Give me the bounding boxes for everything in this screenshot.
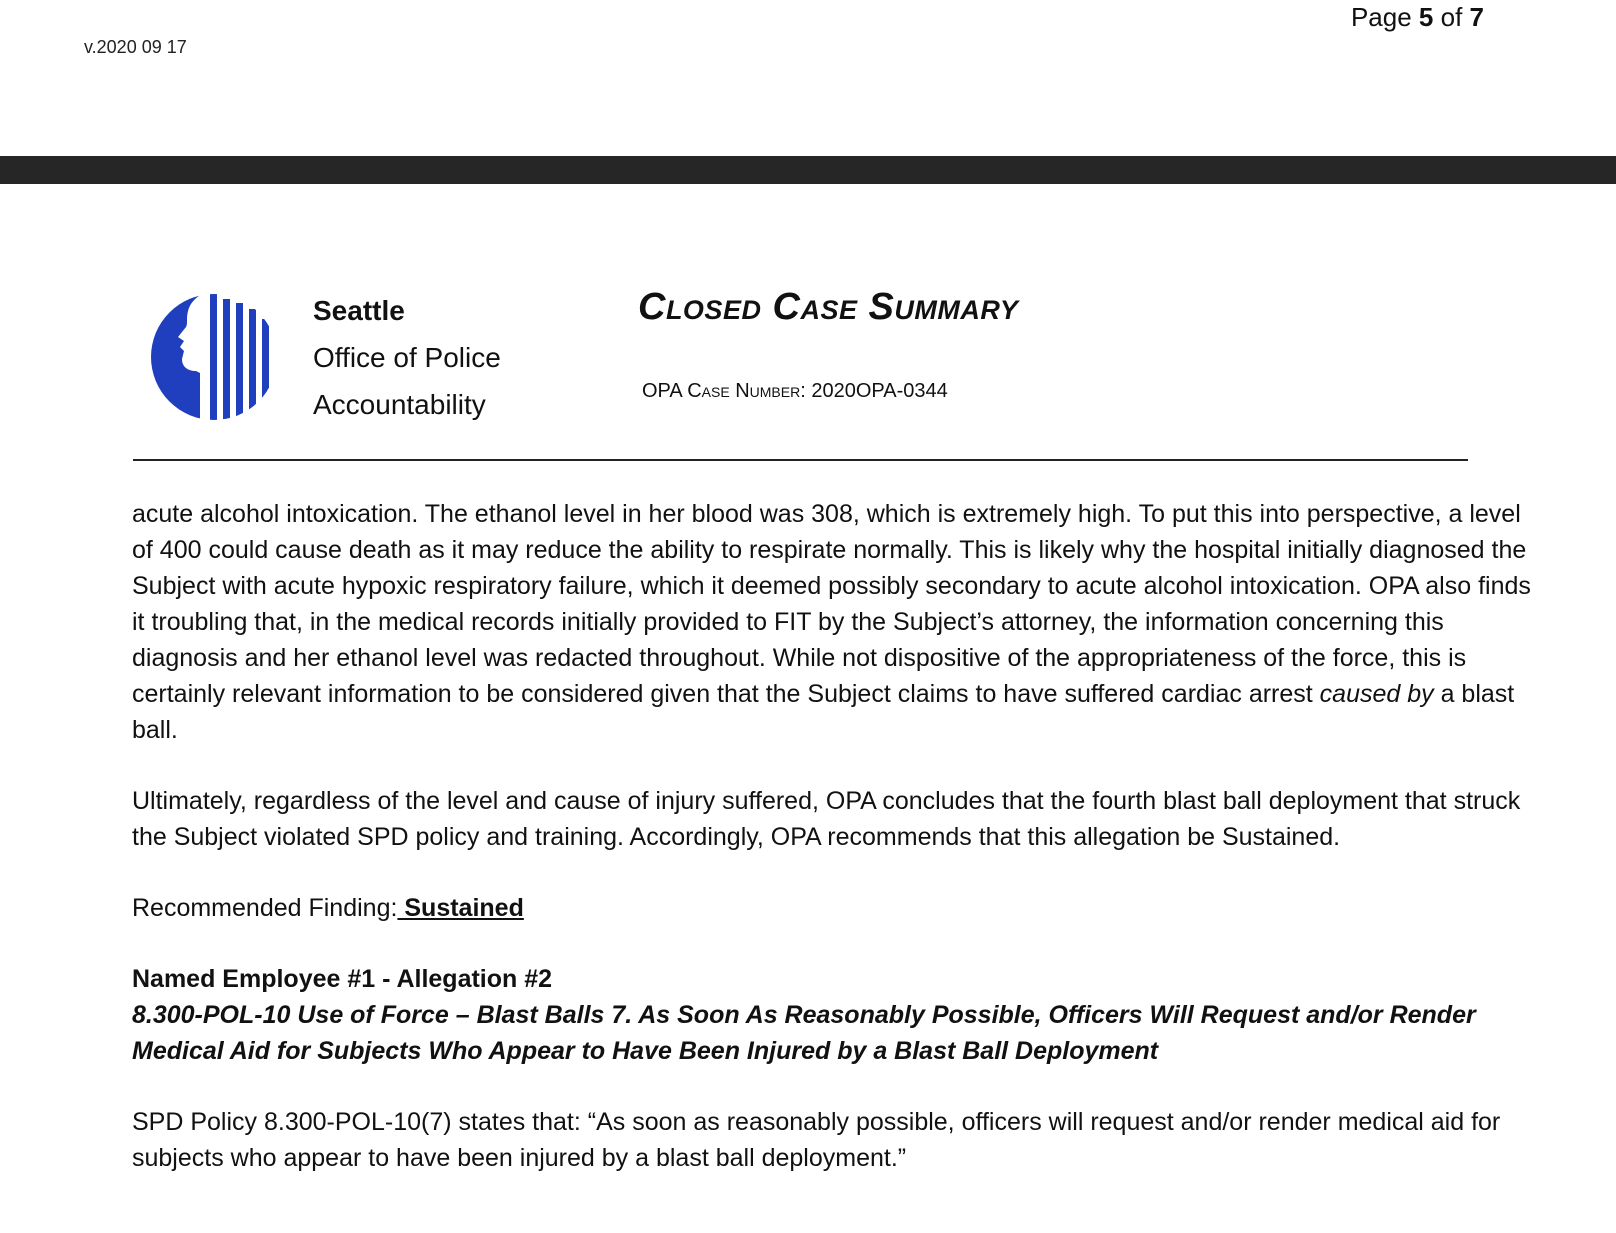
document-title: Closed Case Summary [638, 286, 1019, 328]
version-label: v.2020 09 17 [84, 37, 187, 57]
header-divider [133, 459, 1468, 461]
page-mid: of [1433, 2, 1470, 32]
paragraph-conclusion: Ultimately, regardless of the level and cause of injury suffered, OPA concludes that the fourth blast ball deployment that struck the Subject violated SPD policy and training. Accordingly, OPA recommends that this allegation be Sustained. [132, 787, 1521, 851]
paragraph-text-end: a blast ball. [132, 680, 1515, 744]
header-bar [0, 156, 1616, 184]
paragraph-intoxication [132, 496, 1532, 748]
page-prefix: Page [1350, 2, 1419, 32]
seattle-logo-icon [150, 293, 278, 421]
page-number [1351, 2, 1484, 33]
case-number-label: OPA Case Number: [642, 380, 812, 402]
finding-label: Recommended Finding: [132, 894, 398, 922]
case-number [642, 380, 948, 403]
allegation-heading: Named Employee #1 - Allegation #2 [132, 965, 553, 993]
emphasis-text: caused by [1319, 680, 1434, 708]
paragraph-text: acute alcohol intoxication. The ethanol level in her blood was 308, which is extremely high. To put this into perspective, a level of 400 could cause death as it may reduce the ability to respirate normally. This is likely why the hospital initially diagnosed the Subject with acute hypoxic respiratory failure, which it deemed possibly secondary to acute alcohol intoxication. OPA also finds it troubling that, in the medical records initially provided to FIT by the Subject’s attorney, the information concerning this diagnosis and her ethanol level was redacted throughout. While not dispositive of the appropriateness of the force, this is certainly relevant information to be considered given that the Subject claims to have suffered cardiac arrest [132, 500, 1531, 708]
paragraph-policy: SPD Policy 8.300-POL-10(7) states that: “As soon as reasonably possible, officers will request and/or render medical aid for subjects who appear to have been injured by a blast ball deployment.” [132, 1108, 1501, 1172]
policy-title: 8.300-POL-10 Use of Force – Blast Balls 7. As Soon As Reasonably Possible, Officers Will Request and/or Render Medical Aid for Subjects Who Appear to Have Been Injured by a Blast Ball Deployment [132, 1001, 1476, 1065]
page-current: 5 [1418, 2, 1434, 32]
org-city: Seattle [313, 295, 405, 326]
organization-name [313, 287, 501, 428]
org-office: Office of Police [313, 342, 501, 373]
org-accountability: Accountability [313, 389, 486, 420]
recommended-finding [132, 890, 1532, 926]
finding-value: Sustained [397, 894, 524, 922]
case-number-value: 2020OPA-0344 [811, 380, 948, 402]
page-total: 7 [1469, 2, 1484, 32]
document-body [132, 496, 1532, 1176]
